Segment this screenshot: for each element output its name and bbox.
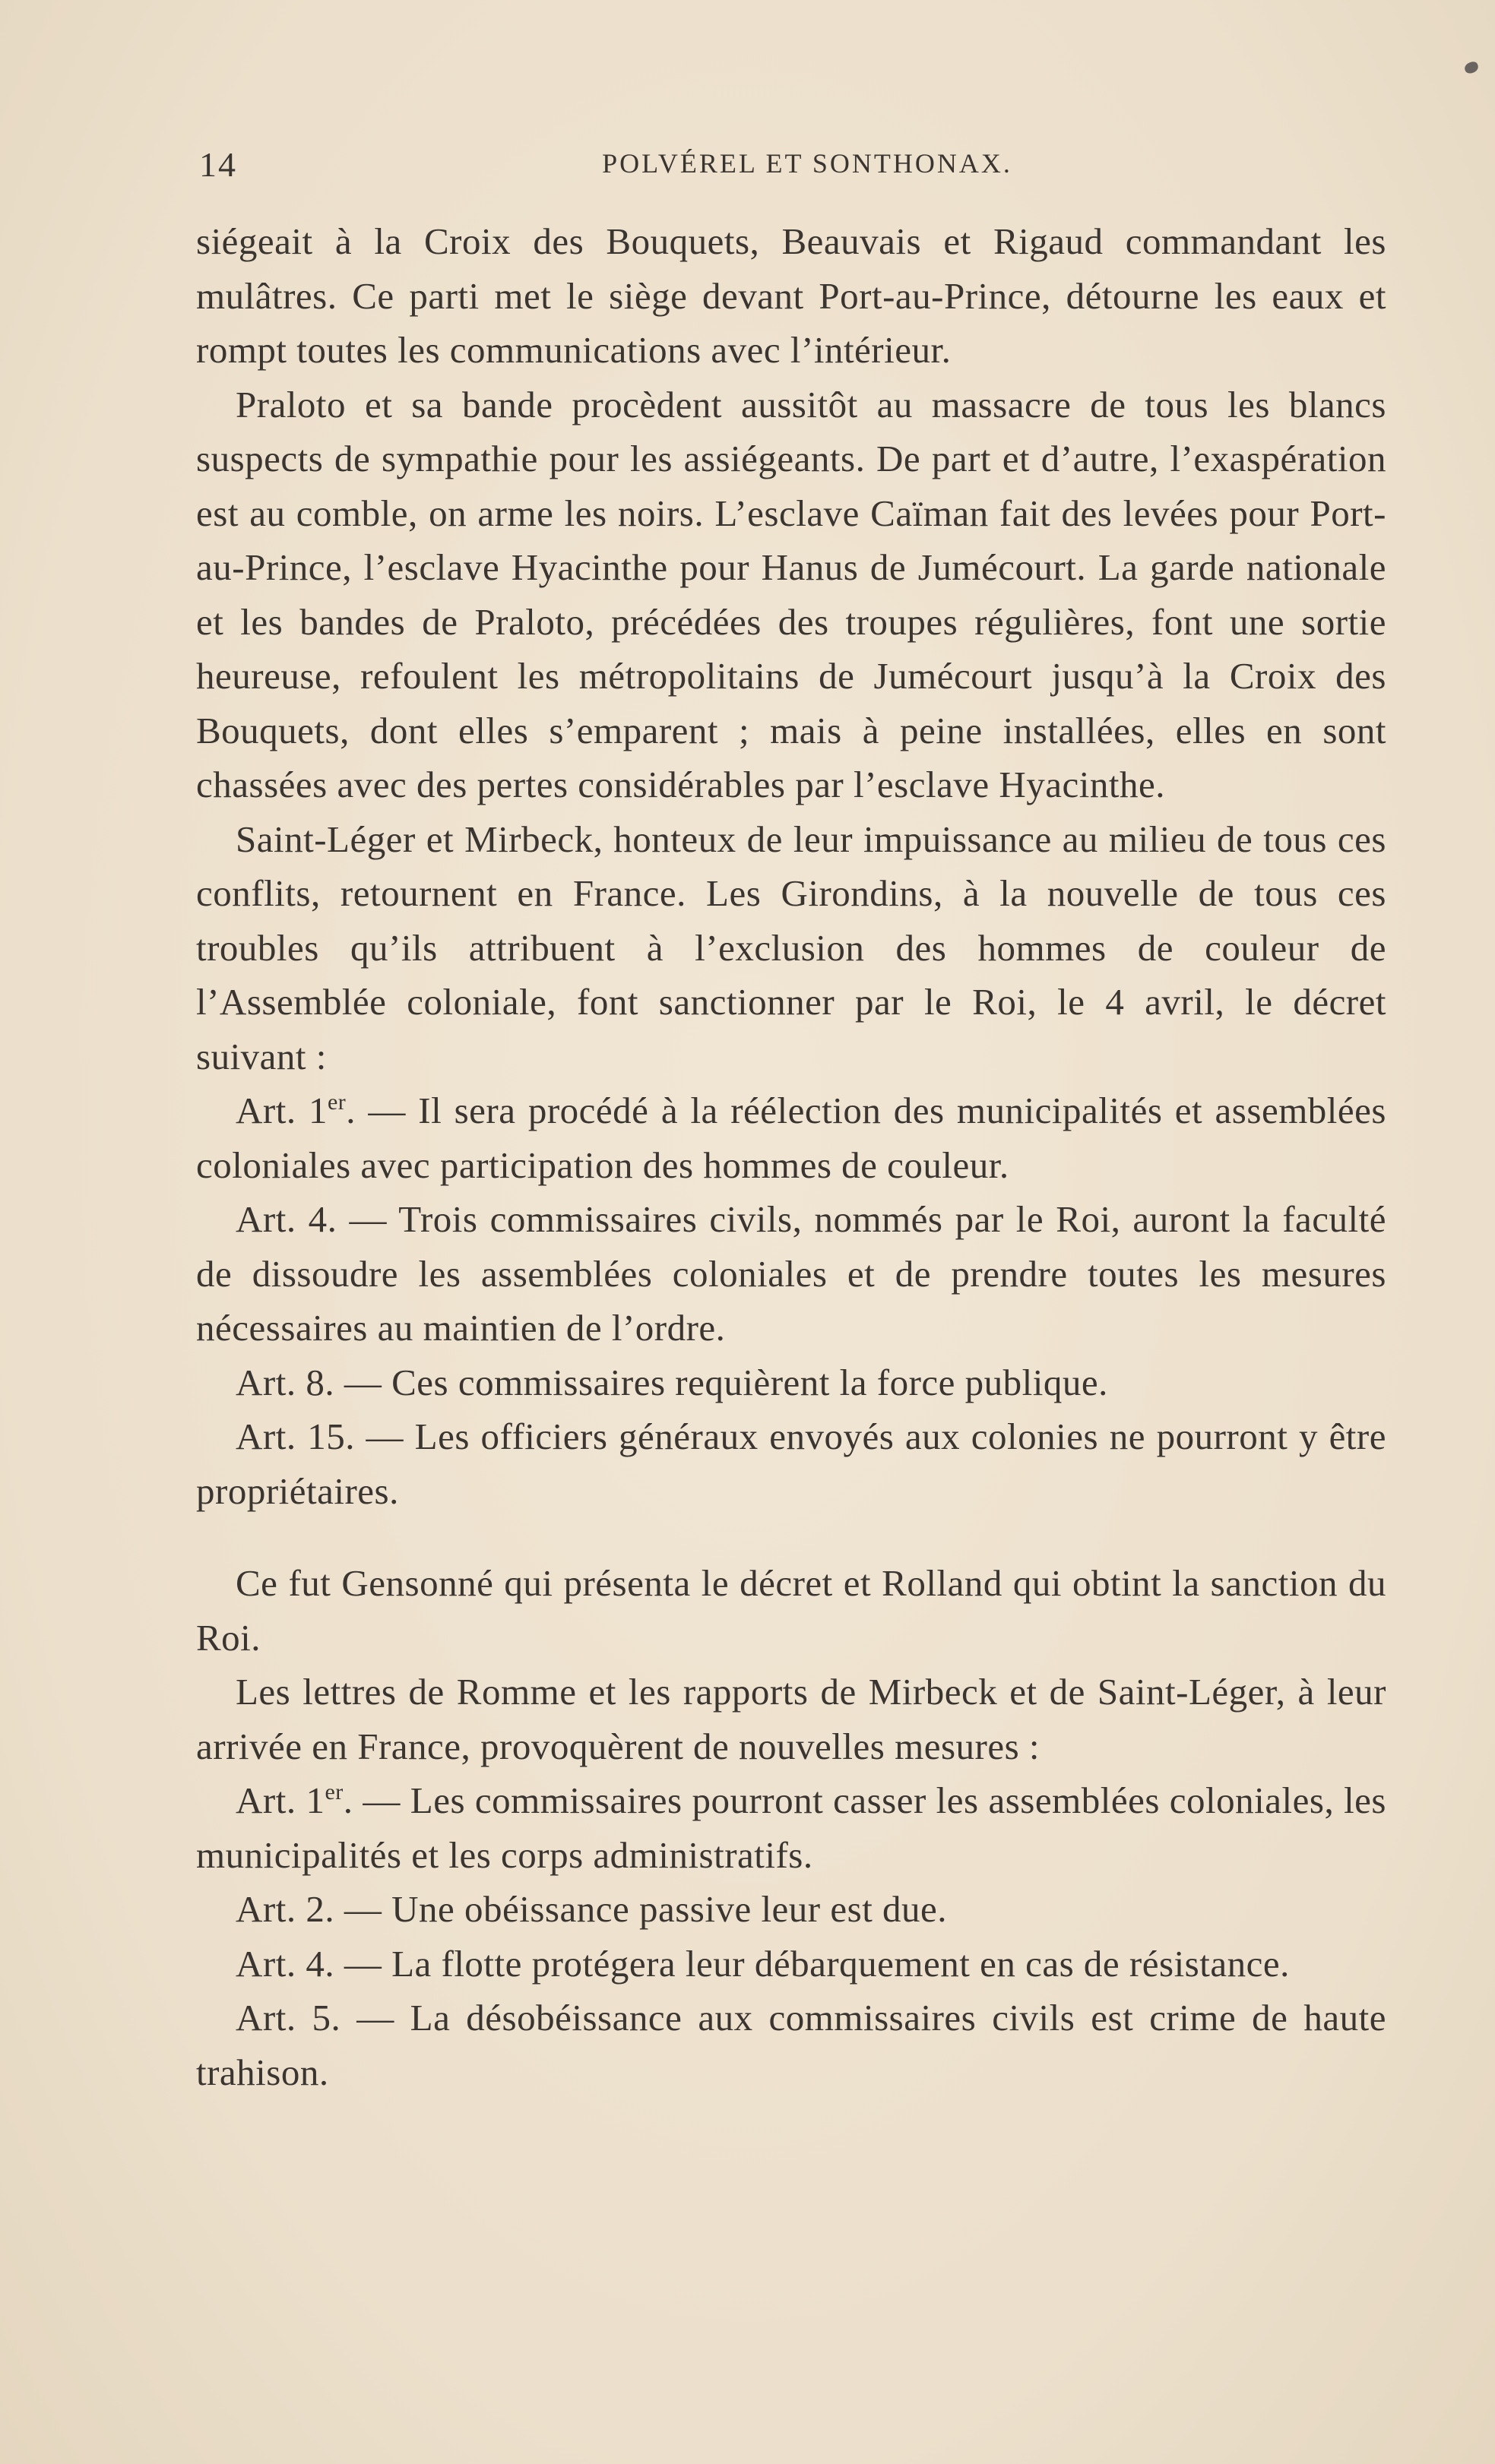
decree-1-article-15: Art. 15. — Les officiers généraux envoyés aux colonies ne pourront y être propriétaires. [196, 1415, 1386, 1512]
section-gap [196, 1518, 1386, 1556]
page-number: 14 [199, 145, 237, 184]
decree-2-article-5: Art. 5. — La désobéissance aux commissaires civils est crime de haute trahison. [196, 1997, 1386, 2093]
decree-1-article-4: Art. 4. — Trois commissaires civils, nommés par le Roi, auront la faculté de dissoudre les assemblées coloniales et de prendre toutes les mesures nécessaires au maintien de l’ordre. [196, 1198, 1386, 1349]
paragraph-gensonne: Ce fut Gensonné qui présenta le décret et Rolland qui obtint la sanction du Roi. [196, 1562, 1386, 1659]
ink-speck [1463, 60, 1480, 74]
decree-2-article-4: Art. 4. — La flotte protégera leur débarquement en cas de résistance. [236, 1942, 1290, 1985]
decree-2-article-1: Art. 1er. — Les commissaires pourront casser les assemblées coloniales, les municipalités et les corps administratifs. [196, 1779, 1386, 1876]
paragraph-continuation: siégeait à la Croix des Bouquets, Beauvais et Rigaud commandant les mulâtres. Ce parti met le siège devant Port-au-Prince, détourne les eaux et rompt toutes les communications avec l’intérieur. [196, 220, 1386, 371]
paragraph-romme: Les lettres de Romme et les rapports de Mirbeck et de Saint-Léger, à leur arrivée en France, provoquèrent de nouvelles mesures : [196, 1671, 1386, 1767]
paragraph-praloto: Praloto et sa bande procèdent aussitôt au massacre de tous les blancs suspects de sympathie pour les assiégeants. De part et d’autre, l’exaspération est au comble, on arme les noirs. L’esclave Caïman fait des levées pour Port-au-Prince, l’esclave Hyacinthe pour Hanus de Jumécourt. La garde nationale et les bandes de Praloto, précédées des troupes régulières, font une sortie heureuse, refoulent les métropolitains de Jumécourt jusqu’à la Croix des Bouquets, dont elles s’emparent ; mais à peine installées, elles en sont chassées avec des pertes considérables par l’esclave Hyacinthe. [196, 383, 1386, 805]
decree-1-article-1: Art. 1er. — Il sera procédé à la réélection des municipalités et assemblées coloniales avec participation des hommes de couleur. [196, 1090, 1386, 1186]
page-header [199, 144, 1385, 190]
decree-2-article-2: Art. 2. — Une obéissance passive leur est due. [236, 1888, 948, 1930]
running-title: POLVÉREL ET SONTHONAX. [602, 148, 1012, 179]
decree-1-article-8: Art. 8. — Ces commissaires requièrent la force publique. [236, 1361, 1108, 1403]
body-text [196, 214, 1386, 2099]
paragraph-girondins: Saint-Léger et Mirbeck, honteux de leur impuissance au milieu de tous ces conflits, retournent en France. Les Girondins, à la nouvelle de tous ces troubles qu’ils attribuent à l’exclusion des hommes de couleur de l’Assemblée coloniale, font sanctionner par le Roi, le 4 avril, le décret suivant : [196, 818, 1386, 1077]
